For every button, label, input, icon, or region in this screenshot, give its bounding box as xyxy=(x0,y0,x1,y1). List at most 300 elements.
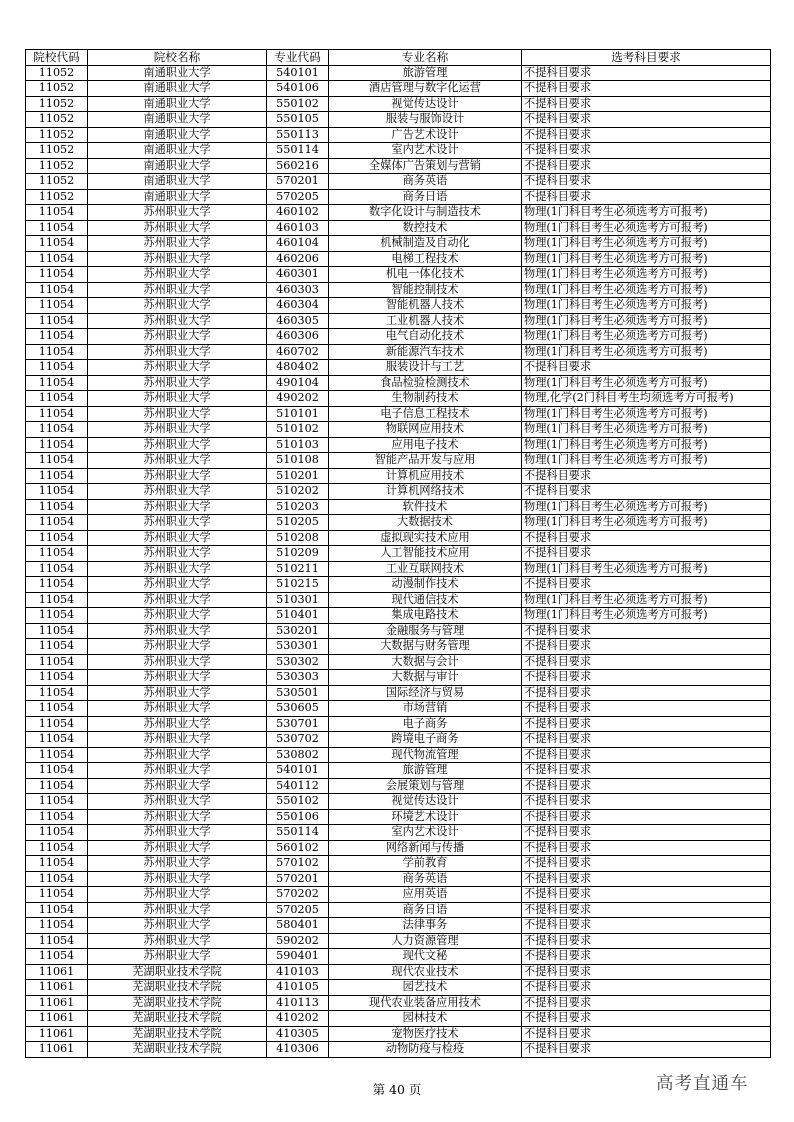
school-name-cell: 芜湖职业技术学院 xyxy=(88,1042,267,1058)
major-name-cell: 应用英语 xyxy=(329,887,522,903)
major-name-cell: 电子商务 xyxy=(329,716,522,732)
major-code-cell: 460305 xyxy=(267,313,329,329)
school-name-cell: 苏州职业大学 xyxy=(88,251,267,267)
table-row xyxy=(26,1011,771,1027)
subject-requirement-cell: 不提科目要求 xyxy=(522,623,771,639)
school-code-cell: 11054 xyxy=(26,282,88,298)
school-code-cell: 11052 xyxy=(26,158,88,174)
school-code-cell: 11061 xyxy=(26,964,88,980)
table-row xyxy=(26,453,771,469)
school-code-cell: 11054 xyxy=(26,701,88,717)
school-name-cell: 苏州职业大学 xyxy=(88,375,267,391)
major-name-cell: 酒店管理与数字化运营 xyxy=(329,81,522,97)
school-code-cell: 11054 xyxy=(26,639,88,655)
subject-requirement-cell: 不提科目要求 xyxy=(522,96,771,112)
subject-requirement-cell: 不提科目要求 xyxy=(522,530,771,546)
subject-requirement-cell: 物理(1门科目考生必须选考方可报考) xyxy=(522,406,771,422)
subject-requirement-cell: 物理(1门科目考生必须选考方可报考) xyxy=(522,236,771,252)
table-row xyxy=(26,267,771,283)
school-name-cell: 苏州职业大学 xyxy=(88,391,267,407)
school-code-cell: 11061 xyxy=(26,1026,88,1042)
school-code-cell: 11054 xyxy=(26,422,88,438)
school-name-cell: 苏州职业大学 xyxy=(88,267,267,283)
school-code-cell: 11054 xyxy=(26,236,88,252)
table-row xyxy=(26,794,771,810)
subject-requirement-cell: 物理(1门科目考生必须选考方可报考) xyxy=(522,608,771,624)
major-name-cell: 大数据技术 xyxy=(329,515,522,531)
table-row xyxy=(26,422,771,438)
major-code-cell: 460206 xyxy=(267,251,329,267)
subject-requirement-cell: 不提科目要求 xyxy=(522,840,771,856)
major-code-cell: 530201 xyxy=(267,623,329,639)
table-row xyxy=(26,964,771,980)
school-name-cell: 苏州职业大学 xyxy=(88,592,267,608)
school-name-cell: 南通职业大学 xyxy=(88,112,267,128)
school-code-cell: 11054 xyxy=(26,220,88,236)
major-code-cell: 410202 xyxy=(267,1011,329,1027)
major-code-cell: 560102 xyxy=(267,840,329,856)
major-code-cell: 510401 xyxy=(267,608,329,624)
major-code-cell: 510102 xyxy=(267,422,329,438)
subject-requirement-cell: 物理(1门科目考生必须选考方可报考) xyxy=(522,313,771,329)
school-code-cell: 11054 xyxy=(26,251,88,267)
school-code-cell: 11054 xyxy=(26,685,88,701)
school-code-cell: 11054 xyxy=(26,484,88,500)
major-name-cell: 工业互联网技术 xyxy=(329,561,522,577)
major-code-cell: 460304 xyxy=(267,298,329,314)
header-major-code: 专业代码 xyxy=(267,50,329,66)
school-code-cell: 11054 xyxy=(26,716,88,732)
school-code-cell: 11054 xyxy=(26,763,88,779)
major-code-cell: 460102 xyxy=(267,205,329,221)
school-name-cell: 苏州职业大学 xyxy=(88,933,267,949)
major-code-cell: 460103 xyxy=(267,220,329,236)
table-row xyxy=(26,251,771,267)
table-row xyxy=(26,685,771,701)
major-code-cell: 560216 xyxy=(267,158,329,174)
major-name-cell: 智能产品开发与应用 xyxy=(329,453,522,469)
school-name-cell: 苏州职业大学 xyxy=(88,701,267,717)
school-name-cell: 苏州职业大学 xyxy=(88,236,267,252)
school-name-cell: 苏州职业大学 xyxy=(88,282,267,298)
table-row xyxy=(26,623,771,639)
major-code-cell: 410306 xyxy=(267,1042,329,1058)
school-code-cell: 11054 xyxy=(26,794,88,810)
major-name-cell: 商务日语 xyxy=(329,189,522,205)
school-code-cell: 11054 xyxy=(26,453,88,469)
major-code-cell: 460104 xyxy=(267,236,329,252)
major-name-cell: 机电一体化技术 xyxy=(329,267,522,283)
major-name-cell: 数字化设计与制造技术 xyxy=(329,205,522,221)
major-code-cell: 550113 xyxy=(267,127,329,143)
subject-requirement-cell: 不提科目要求 xyxy=(522,127,771,143)
school-name-cell: 芜湖职业技术学院 xyxy=(88,980,267,996)
major-name-cell: 集成电路技术 xyxy=(329,608,522,624)
table-row xyxy=(26,329,771,345)
major-name-cell: 商务英语 xyxy=(329,174,522,190)
major-code-cell: 410113 xyxy=(267,995,329,1011)
school-code-cell: 11054 xyxy=(26,298,88,314)
major-name-cell: 学前教育 xyxy=(329,856,522,872)
header-major-name: 专业名称 xyxy=(329,50,522,66)
school-name-cell: 芜湖职业技术学院 xyxy=(88,964,267,980)
major-name-cell: 宠物医疗技术 xyxy=(329,1026,522,1042)
subject-requirement-cell: 不提科目要求 xyxy=(522,360,771,376)
major-name-cell: 电梯工程技术 xyxy=(329,251,522,267)
subject-requirement-cell: 不提科目要求 xyxy=(522,918,771,934)
subject-requirement-cell: 不提科目要求 xyxy=(522,980,771,996)
table-row xyxy=(26,282,771,298)
major-code-cell: 480402 xyxy=(267,360,329,376)
school-name-cell: 苏州职业大学 xyxy=(88,716,267,732)
subject-requirement-cell: 不提科目要求 xyxy=(522,794,771,810)
school-code-cell: 11052 xyxy=(26,143,88,159)
major-name-cell: 会展策划与管理 xyxy=(329,778,522,794)
school-name-cell: 苏州职业大学 xyxy=(88,949,267,965)
school-name-cell: 苏州职业大学 xyxy=(88,732,267,748)
table-row xyxy=(26,530,771,546)
table-row xyxy=(26,313,771,329)
major-code-cell: 570201 xyxy=(267,174,329,190)
table-row xyxy=(26,856,771,872)
school-name-cell: 苏州职业大学 xyxy=(88,871,267,887)
subject-requirement-cell: 不提科目要求 xyxy=(522,654,771,670)
major-code-cell: 540106 xyxy=(267,81,329,97)
table-row xyxy=(26,391,771,407)
school-code-cell: 11054 xyxy=(26,778,88,794)
subject-requirement-cell: 不提科目要求 xyxy=(522,546,771,562)
subject-requirement-cell: 物理(1门科目考生必须选考方可报考) xyxy=(522,437,771,453)
school-code-cell: 11054 xyxy=(26,623,88,639)
subject-requirement-cell: 不提科目要求 xyxy=(522,716,771,732)
school-code-cell: 11054 xyxy=(26,375,88,391)
major-code-cell: 510202 xyxy=(267,484,329,500)
major-name-cell: 市场营销 xyxy=(329,701,522,717)
school-name-cell: 苏州职业大学 xyxy=(88,298,267,314)
subject-requirement-cell: 物理(1门科目考生必须选考方可报考) xyxy=(522,329,771,345)
school-code-cell: 11052 xyxy=(26,112,88,128)
school-code-cell: 11054 xyxy=(26,887,88,903)
school-code-cell: 11061 xyxy=(26,1011,88,1027)
header-school-name: 院校名称 xyxy=(88,50,267,66)
subject-requirement-cell: 物理(1门科目考生必须选考方可报考) xyxy=(522,592,771,608)
major-name-cell: 物联网应用技术 xyxy=(329,422,522,438)
table-row xyxy=(26,608,771,624)
major-code-cell: 510108 xyxy=(267,453,329,469)
school-code-cell: 11054 xyxy=(26,406,88,422)
major-name-cell: 虚拟现实技术应用 xyxy=(329,530,522,546)
major-name-cell: 动物防疫与检疫 xyxy=(329,1042,522,1058)
subject-requirement-cell: 物理(1门科目考生必须选考方可报考) xyxy=(522,267,771,283)
table-row xyxy=(26,654,771,670)
school-code-cell: 11054 xyxy=(26,329,88,345)
table-row xyxy=(26,127,771,143)
school-name-cell: 苏州职业大学 xyxy=(88,794,267,810)
school-name-cell: 苏州职业大学 xyxy=(88,515,267,531)
school-name-cell: 苏州职业大学 xyxy=(88,747,267,763)
major-name-cell: 金融服务与管理 xyxy=(329,623,522,639)
school-name-cell: 南通职业大学 xyxy=(88,65,267,81)
subject-requirement-cell: 不提科目要求 xyxy=(522,747,771,763)
major-name-cell: 数控技术 xyxy=(329,220,522,236)
major-code-cell: 510209 xyxy=(267,546,329,562)
school-name-cell: 苏州职业大学 xyxy=(88,499,267,515)
table-row xyxy=(26,96,771,112)
subject-requirement-cell: 不提科目要求 xyxy=(522,887,771,903)
major-code-cell: 550106 xyxy=(267,809,329,825)
table-row xyxy=(26,577,771,593)
school-name-cell: 苏州职业大学 xyxy=(88,561,267,577)
major-code-cell: 510201 xyxy=(267,468,329,484)
subject-requirement-cell: 不提科目要求 xyxy=(522,825,771,841)
subject-requirement-cell: 不提科目要求 xyxy=(522,1026,771,1042)
subject-requirement-cell: 不提科目要求 xyxy=(522,871,771,887)
major-name-cell: 旅游管理 xyxy=(329,65,522,81)
major-name-cell: 现代通信技术 xyxy=(329,592,522,608)
table-row xyxy=(26,732,771,748)
table-row xyxy=(26,484,771,500)
school-code-cell: 11054 xyxy=(26,856,88,872)
subject-requirement-cell: 物理(1门科目考生必须选考方可报考) xyxy=(522,422,771,438)
table-row xyxy=(26,1026,771,1042)
table-row xyxy=(26,344,771,360)
subject-requirement-cell: 不提科目要求 xyxy=(522,577,771,593)
school-code-cell: 11054 xyxy=(26,809,88,825)
table-row xyxy=(26,995,771,1011)
table-row xyxy=(26,65,771,81)
school-name-cell: 苏州职业大学 xyxy=(88,577,267,593)
subject-requirement-cell: 物理(1门科目考生必须选考方可报考) xyxy=(522,220,771,236)
subject-requirement-cell: 不提科目要求 xyxy=(522,484,771,500)
major-code-cell: 510205 xyxy=(267,515,329,531)
table-row xyxy=(26,763,771,779)
subject-requirement-cell: 物理(1门科目考生必须选考方可报考) xyxy=(522,282,771,298)
school-name-cell: 苏州职业大学 xyxy=(88,902,267,918)
subject-requirement-cell: 物理(1门科目考生必须选考方可报考) xyxy=(522,561,771,577)
major-name-cell: 人工智能技术应用 xyxy=(329,546,522,562)
major-code-cell: 590202 xyxy=(267,933,329,949)
major-name-cell: 网络新闻与传播 xyxy=(329,840,522,856)
table-row xyxy=(26,406,771,422)
school-code-cell: 11054 xyxy=(26,437,88,453)
table-row xyxy=(26,949,771,965)
major-code-cell: 460301 xyxy=(267,267,329,283)
subject-requirement-cell: 不提科目要求 xyxy=(522,763,771,779)
header-school-code: 院校代码 xyxy=(26,50,88,66)
subject-requirement-cell: 物理,化学(2门科目考生均须选考方可报考) xyxy=(522,391,771,407)
major-name-cell: 大数据与财务管理 xyxy=(329,639,522,655)
major-code-cell: 580401 xyxy=(267,918,329,934)
table-row xyxy=(26,375,771,391)
school-name-cell: 苏州职业大学 xyxy=(88,887,267,903)
table-row xyxy=(26,592,771,608)
table-row xyxy=(26,1042,771,1058)
school-name-cell: 南通职业大学 xyxy=(88,174,267,190)
school-code-cell: 11052 xyxy=(26,81,88,97)
major-requirements-table xyxy=(25,49,771,1058)
major-name-cell: 法律事务 xyxy=(329,918,522,934)
subject-requirement-cell: 不提科目要求 xyxy=(522,468,771,484)
school-name-cell: 苏州职业大学 xyxy=(88,344,267,360)
school-name-cell: 南通职业大学 xyxy=(88,96,267,112)
major-code-cell: 540101 xyxy=(267,65,329,81)
major-code-cell: 510101 xyxy=(267,406,329,422)
subject-requirement-cell: 物理(1门科目考生必须选考方可报考) xyxy=(522,298,771,314)
school-name-cell: 苏州职业大学 xyxy=(88,918,267,934)
table-row xyxy=(26,205,771,221)
school-code-cell: 11054 xyxy=(26,468,88,484)
major-name-cell: 计算机应用技术 xyxy=(329,468,522,484)
major-name-cell: 现代文秘 xyxy=(329,949,522,965)
major-code-cell: 550114 xyxy=(267,825,329,841)
table-row xyxy=(26,189,771,205)
school-name-cell: 苏州职业大学 xyxy=(88,685,267,701)
major-code-cell: 490202 xyxy=(267,391,329,407)
table-row xyxy=(26,747,771,763)
major-name-cell: 国际经济与贸易 xyxy=(329,685,522,701)
school-name-cell: 苏州职业大学 xyxy=(88,453,267,469)
subject-requirement-cell: 不提科目要求 xyxy=(522,158,771,174)
subject-requirement-cell: 不提科目要求 xyxy=(522,189,771,205)
school-name-cell: 苏州职业大学 xyxy=(88,484,267,500)
major-code-cell: 570202 xyxy=(267,887,329,903)
major-code-cell: 550102 xyxy=(267,794,329,810)
school-code-cell: 11054 xyxy=(26,949,88,965)
major-name-cell: 视觉传达设计 xyxy=(329,794,522,810)
table-row xyxy=(26,546,771,562)
major-name-cell: 食品检验检测技术 xyxy=(329,375,522,391)
school-name-cell: 南通职业大学 xyxy=(88,158,267,174)
table-row xyxy=(26,468,771,484)
major-code-cell: 490104 xyxy=(267,375,329,391)
major-code-cell: 540112 xyxy=(267,778,329,794)
major-code-cell: 530701 xyxy=(267,716,329,732)
major-name-cell: 现代农业技术 xyxy=(329,964,522,980)
school-code-cell: 11054 xyxy=(26,592,88,608)
school-name-cell: 苏州职业大学 xyxy=(88,778,267,794)
major-code-cell: 510208 xyxy=(267,530,329,546)
school-code-cell: 11061 xyxy=(26,995,88,1011)
school-name-cell: 芜湖职业技术学院 xyxy=(88,995,267,1011)
major-name-cell: 智能控制技术 xyxy=(329,282,522,298)
school-code-cell: 11061 xyxy=(26,980,88,996)
major-name-cell: 软件技术 xyxy=(329,499,522,515)
school-name-cell: 苏州职业大学 xyxy=(88,639,267,655)
school-code-cell: 11054 xyxy=(26,360,88,376)
major-name-cell: 广告艺术设计 xyxy=(329,127,522,143)
school-name-cell: 南通职业大学 xyxy=(88,81,267,97)
school-name-cell: 苏州职业大学 xyxy=(88,220,267,236)
subject-requirement-cell: 物理(1门科目考生必须选考方可报考) xyxy=(522,251,771,267)
table-body xyxy=(26,65,771,1057)
major-name-cell: 应用电子技术 xyxy=(329,437,522,453)
school-code-cell: 11054 xyxy=(26,871,88,887)
major-code-cell: 540101 xyxy=(267,763,329,779)
school-code-cell: 11054 xyxy=(26,747,88,763)
table-row xyxy=(26,515,771,531)
major-code-cell: 550114 xyxy=(267,143,329,159)
major-name-cell: 服装与服饰设计 xyxy=(329,112,522,128)
major-code-cell: 530802 xyxy=(267,747,329,763)
school-code-cell: 11054 xyxy=(26,515,88,531)
major-code-cell: 460702 xyxy=(267,344,329,360)
school-name-cell: 苏州职业大学 xyxy=(88,670,267,686)
table-row xyxy=(26,670,771,686)
subject-requirement-cell: 不提科目要求 xyxy=(522,65,771,81)
major-code-cell: 570205 xyxy=(267,189,329,205)
table-row xyxy=(26,143,771,159)
table-row xyxy=(26,918,771,934)
table-row xyxy=(26,81,771,97)
major-code-cell: 410305 xyxy=(267,1026,329,1042)
major-name-cell: 电子信息工程技术 xyxy=(329,406,522,422)
major-name-cell: 生物制药技术 xyxy=(329,391,522,407)
school-code-cell: 11052 xyxy=(26,189,88,205)
major-name-cell: 电气自动化技术 xyxy=(329,329,522,345)
major-name-cell: 室内艺术设计 xyxy=(329,143,522,159)
table-row xyxy=(26,437,771,453)
table-row xyxy=(26,902,771,918)
major-name-cell: 室内艺术设计 xyxy=(329,825,522,841)
school-name-cell: 苏州职业大学 xyxy=(88,530,267,546)
subject-requirement-cell: 物理(1门科目考生必须选考方可报考) xyxy=(522,344,771,360)
major-name-cell: 智能机器人技术 xyxy=(329,298,522,314)
page-number: 第 40 页 xyxy=(372,1082,422,1097)
school-name-cell: 苏州职业大学 xyxy=(88,205,267,221)
table-row xyxy=(26,778,771,794)
major-code-cell: 550102 xyxy=(267,96,329,112)
major-name-cell: 动漫制作技术 xyxy=(329,577,522,593)
school-code-cell: 11052 xyxy=(26,65,88,81)
school-code-cell: 11054 xyxy=(26,608,88,624)
school-name-cell: 苏州职业大学 xyxy=(88,654,267,670)
major-code-cell: 530302 xyxy=(267,654,329,670)
table-row xyxy=(26,716,771,732)
school-code-cell: 11054 xyxy=(26,499,88,515)
table-row xyxy=(26,499,771,515)
table-row xyxy=(26,825,771,841)
subject-requirement-cell: 不提科目要求 xyxy=(522,112,771,128)
major-code-cell: 530605 xyxy=(267,701,329,717)
school-name-cell: 苏州职业大学 xyxy=(88,313,267,329)
subject-requirement-cell: 物理(1门科目考生必须选考方可报考) xyxy=(522,453,771,469)
subject-requirement-cell: 不提科目要求 xyxy=(522,995,771,1011)
table-row xyxy=(26,112,771,128)
major-name-cell: 服装设计与工艺 xyxy=(329,360,522,376)
school-code-cell: 11054 xyxy=(26,313,88,329)
table-row xyxy=(26,639,771,655)
subject-requirement-cell: 不提科目要求 xyxy=(522,639,771,655)
school-code-cell: 11054 xyxy=(26,825,88,841)
major-code-cell: 570201 xyxy=(267,871,329,887)
subject-requirement-cell: 不提科目要求 xyxy=(522,143,771,159)
major-code-cell: 510211 xyxy=(267,561,329,577)
school-name-cell: 南通职业大学 xyxy=(88,143,267,159)
major-code-cell: 510215 xyxy=(267,577,329,593)
major-code-cell: 590401 xyxy=(267,949,329,965)
major-name-cell: 视觉传达设计 xyxy=(329,96,522,112)
subject-requirement-cell: 不提科目要求 xyxy=(522,856,771,872)
table-row xyxy=(26,809,771,825)
major-name-cell: 园林技术 xyxy=(329,1011,522,1027)
subject-requirement-cell: 物理(1门科目考生必须选考方可报考) xyxy=(522,515,771,531)
table-row xyxy=(26,840,771,856)
school-name-cell: 苏州职业大学 xyxy=(88,809,267,825)
school-name-cell: 苏州职业大学 xyxy=(88,623,267,639)
school-code-cell: 11052 xyxy=(26,174,88,190)
major-code-cell: 530301 xyxy=(267,639,329,655)
school-code-cell: 11054 xyxy=(26,918,88,934)
